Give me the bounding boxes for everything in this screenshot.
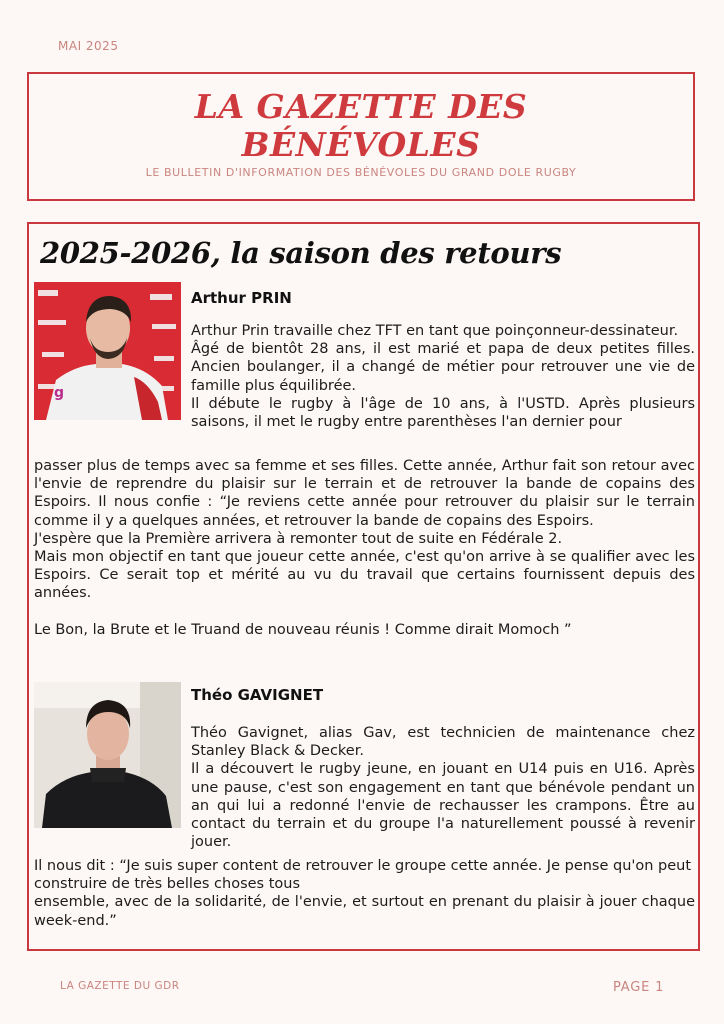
- newsletter-title: [29, 88, 693, 164]
- profile-text-arthur-side: [191, 322, 695, 431]
- text-line: Le Bon, la Brute et le Truand de nouveau réunis ! Comme dirait Momoch ”: [34, 621, 572, 638]
- title-line-1: LA GAZETTE DES: [194, 87, 528, 126]
- issue-date: MAI 2025: [58, 39, 119, 53]
- profile-text-theo-side: [191, 724, 695, 851]
- text-line: Arthur Prin travaille chez TFT en tant que poinçonneur-dessinateur.: [191, 323, 679, 339]
- text-line: Il nous dit : “Je suis super content de retrouver le groupe cette année. Je pense qu'on peut construire de très belles choses tous: [34, 858, 692, 893]
- svg-text:g: g: [54, 385, 65, 401]
- profile-name-theo: Théo GAVIGNET: [191, 686, 324, 704]
- article-heading: 2025-2026, la saison des retours: [40, 236, 562, 270]
- text-line: Âgé de bientôt 28 ans, il est marié et papa de deux petites filles. Ancien boulanger, il a changé de métier pour retrouver une vie de famille plus équilibrée.: [191, 341, 695, 394]
- text-line: Mais mon objectif en tant que joueur cette année, c'est qu'on arrive à se qualifier avec les Espoirs. Ce serait top et mérité au vu du travail que certains fournissent depuis des années.: [34, 549, 695, 602]
- arthur-prin-photo: [34, 282, 181, 420]
- theo-gavignet-photo: [34, 682, 181, 828]
- newsletter-subtitle: LE BULLETIN D'INFORMATION DES BÉNÉVOLES DU GRAND DOLE RUGBY: [145, 166, 577, 179]
- page-number: PAGE 1: [613, 980, 665, 995]
- text-line: J'espère que la Première arrivera à remonter tout de suite en Fédérale 2.: [34, 530, 563, 547]
- text-line: ensemble, avec de la solidarité, de l'envie, et surtout en prenant du plaisir à jouer chaque week-end.”: [34, 894, 695, 929]
- title-line-2: BÉNÉVOLES: [241, 125, 481, 164]
- profile-text-theo-full: [34, 857, 695, 930]
- text-line: Il a découvert le rugby jeune, en jouant en U14 puis en U16. Après une pause, c'est son engagement en tant que bénévole pendant un an qui lui a redonné l'envie de rechausser les crampons. Être au contact du terrain et du groupe l'a naturellement poussé à revenir jouer.: [191, 761, 695, 851]
- text-line: passer plus de temps avec sa femme et ses filles. Cette année, Arthur fait son retour avec l'envie de reprendre du plaisir sur le terrain et de retrouver la bande de copains des Espoirs. Il nous confie : “Je reviens cette année pour retrouver du plaisir sur le terrain comme il y a quelques années, et retrouver la bande de copains des Espoirs.: [34, 458, 695, 529]
- footer-publication: LA GAZETTE DU GDR: [60, 980, 180, 992]
- profile-name-arthur: Arthur PRIN: [191, 289, 292, 307]
- masthead: [27, 72, 695, 201]
- profile-text-arthur-full: [34, 457, 695, 639]
- text-line: Théo Gavignet, alias Gav, est technicien de maintenance chez Stanley Black & Decker.: [191, 725, 695, 760]
- text-line: Il débute le rugby à l'âge de 10 ans, à l'USTD. Après plusieurs saisons, il met le rugby entre parenthèses l'an dernier pour: [191, 395, 695, 431]
- article-frame: [27, 222, 700, 951]
